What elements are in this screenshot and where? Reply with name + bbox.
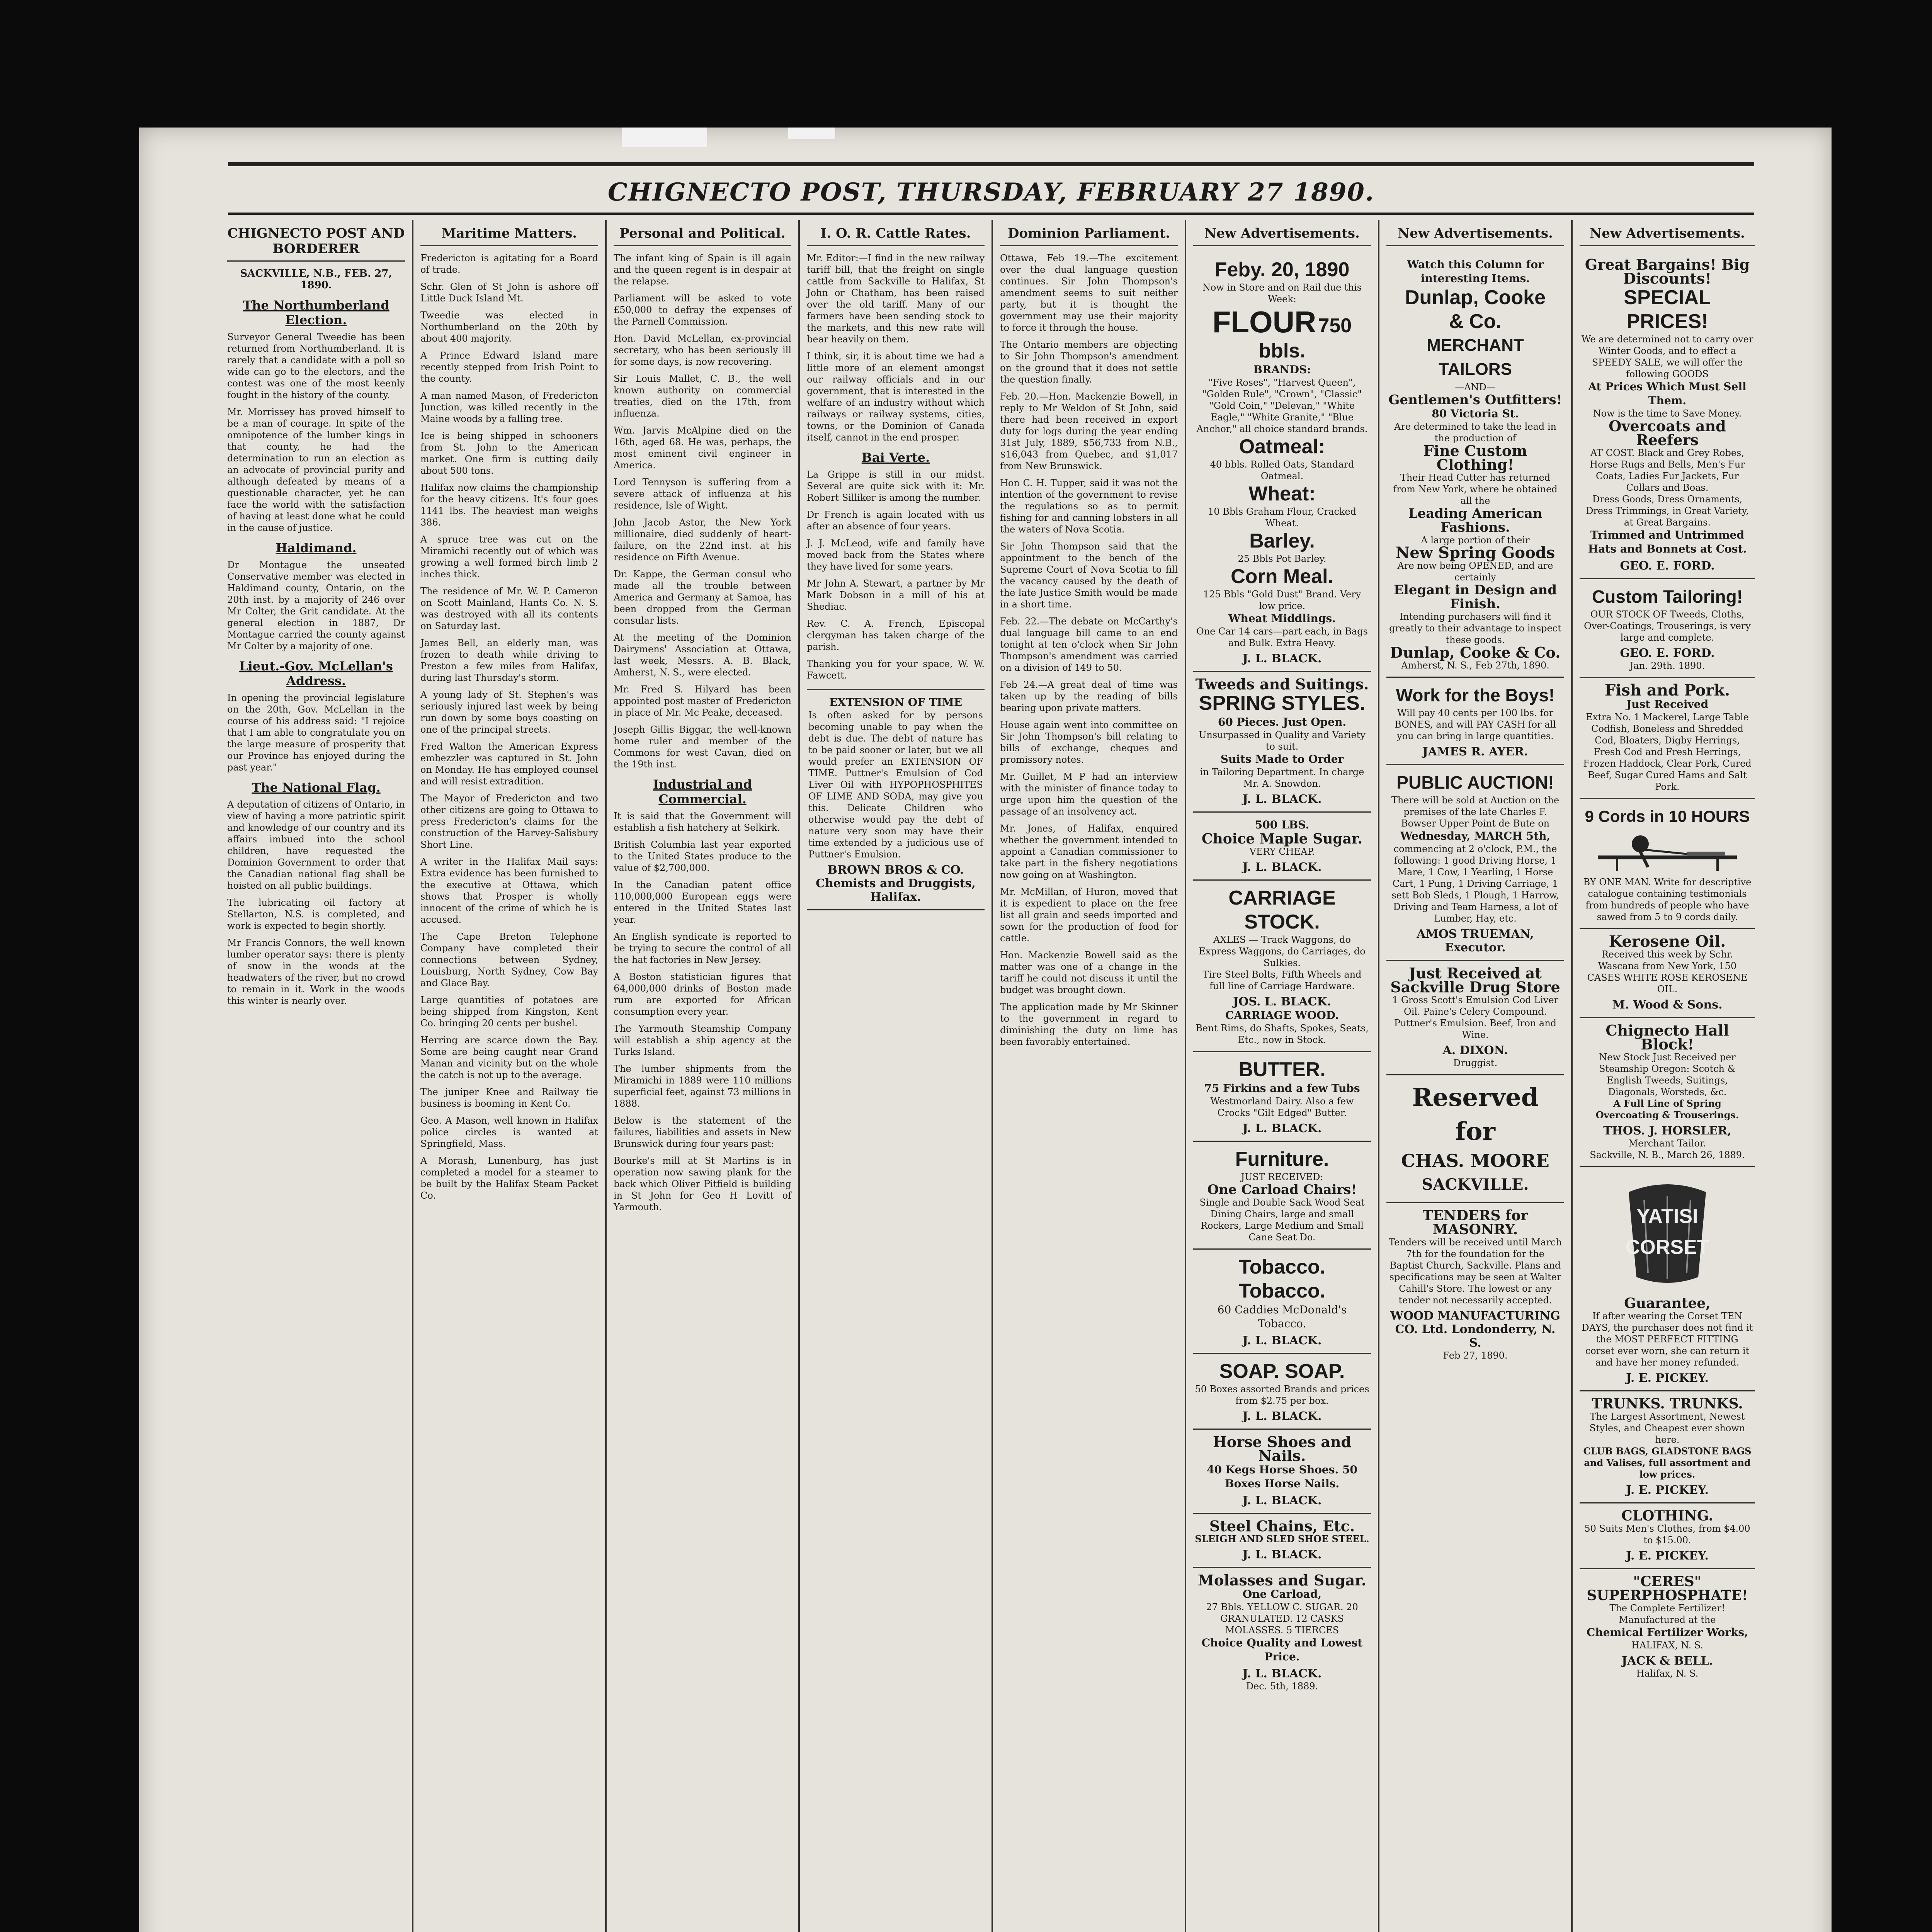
ad-signature: THOS. J. HORSLER,: [1603, 1124, 1731, 1138]
news-item: Feb. 22.—The debate on McCarthy's dual language bill came to an end tonight at ten o'clock when Sir John Thompson's amendment was carried on a division of 149 to 50.: [1000, 616, 1178, 673]
ad-tobacco: [1193, 1250, 1371, 1354]
ad-subtitle: Just Received: [1626, 698, 1709, 711]
article-paragraph: Mr Francis Connors, the well known lumber operator says: there is plenty of snow in the woods at the headwaters of the river, but no crowd to remain in it. Work in the woods this winter is nearly over.: [227, 937, 405, 1006]
column-cattle-rates: [800, 220, 993, 1932]
news-item: Bourke's mill at St Martins is in operation now sawing plank for the back which Oliver Pitfield is building in St John for Geo H Lovitt of Yarmouth.: [614, 1155, 791, 1213]
ad-body: Extra No. 1 Mackerel, Large Table Codfish, Boneless and Shredded Cod, Bloaters, Digby Herrings, Fresh Cod and Fresh Herrings, Frozen Haddock, Clear Pork, Cured Beef, Sugar Cured Hams and Salt Pork.: [1583, 712, 1752, 792]
news-item: Below is the statement of the failures, liabilities and assets in New Brunswick during four years past:: [614, 1115, 791, 1149]
news-item: In the Canadian patent office 110,000,000 European eggs were entered in the United States last year.: [614, 879, 791, 925]
ad-date: Feby. 20, 1890: [1214, 259, 1350, 281]
ad-body: A Full Line of Spring Overcoating & Trouserings.: [1595, 1098, 1739, 1121]
ad-sawing-machine: [1580, 799, 1755, 929]
masthead-title: CHIGNECTO POST, THURSDAY, FEBRUARY 27 1890.: [607, 178, 1375, 207]
ad-flour: [1193, 252, 1371, 672]
ad-body: Westmorland Dairy. Also a few Crocks "Gilt Edged" Butter.: [1210, 1096, 1354, 1118]
ad-title: TRUNKS. TRUNKS.: [1592, 1396, 1743, 1412]
ad-maple-sugar: [1193, 813, 1371, 881]
ad-kerosene-oil: [1580, 929, 1755, 1018]
article-heading: The National Flag.: [252, 780, 381, 795]
news-item: Lord Tennyson is suffering from a severe attack of influenza at his residence, Isle of Wight.: [614, 477, 791, 511]
ad-title: PUBLIC AUCTION!: [1396, 772, 1554, 793]
ad-title: BUTTER.: [1238, 1058, 1326, 1081]
ad-title: & Co.: [1449, 310, 1502, 333]
corset-brand: YATISI: [1636, 1205, 1698, 1228]
ad-subtitle: Watch this Column for interesting Items.: [1407, 258, 1544, 285]
article-paragraph: A deputation of citizens of Ontario, in view of having a more patriotic spirit and knowledge of our country and its affairs imbued into the school children, have requested the Dominion Government to order that the Canadian national flag shall be hoisted on all public buildings.: [227, 799, 405, 891]
article-paragraph: Surveyor General Tweedie has been returned from Northumberland. It is rarely that a candidate with a poll so wide can go to the electors, and the contest was one of the most keenly fought in the history of the county.: [227, 332, 405, 400]
ad-body: 25 Bbls Pot Barley.: [1238, 553, 1327, 564]
ad-title: CLOTHING.: [1621, 1508, 1713, 1524]
scan-tape-mark: [622, 128, 707, 147]
ad-title: One Carload Chairs!: [1207, 1182, 1357, 1197]
ad-body: We are determined not to carry over Winter Goods, and to effect a SPEEDY SALE, we will offer the following GOODS: [1581, 334, 1753, 379]
ad-title: Tobacco. Tobacco.: [1238, 1256, 1326, 1302]
ad-trunks: [1580, 1391, 1755, 1503]
ad-date: Feb 27, 1890.: [1443, 1350, 1508, 1361]
ad-body: Tenders will be received until March 7th for the foundation for the Baptist Church, Sackville. Plans and specifications may be seen at Walter Cahill's Store. The lowest or any tender not necessarily accepted.: [1389, 1237, 1562, 1306]
column-maritime-matters: [413, 220, 607, 1932]
article-paragraph: Dr Montague the unseated Conservative member was elected in Haldimand county, Ontario, on the 20th inst. by a majority of 246 over Mr Colter, the Grit candidate. At the general election in 1887, Dr Montague carried the county against Mr Colter by a majority of one.: [227, 560, 405, 651]
ad-body: AT COST. Black and Grey Robes, Horse Rugs and Bells, Men's Fur Coats, Ladies Fur Jackets, Fur Collars and Boas.: [1590, 447, 1745, 493]
ad-subtitle: SPRING STYLES.: [1199, 692, 1366, 714]
ad-body: Intending purchasers will find it greatly to their advantage to inspect these goods.: [1389, 611, 1561, 645]
corset-label: CORSET: [1625, 1236, 1709, 1259]
news-item: The lumber shipments from the Miramichi in 1889 were 110 millions superficial feet, against 73 millions in 1888.: [614, 1063, 791, 1109]
news-item: Schr. Glen of St John is ashore off Little Duck Island Mt.: [420, 281, 598, 304]
news-item: Feb 24.—A great deal of time was taken up by the reading of bills bearing upon private matters.: [1000, 679, 1178, 713]
ad-signature: WOOD MANUFACTURING CO. Ltd. Londonderry, N. S.: [1390, 1309, 1560, 1350]
ad-title: Elegant in Design and Finish.: [1393, 582, 1557, 612]
column-header: CHIGNECTO POST AND BORDERER: [227, 226, 405, 262]
column-personal-political: [607, 220, 800, 1932]
ad-subtitle: Merchant Tailor.: [1628, 1138, 1706, 1149]
ad-title: CARRIAGE STOCK.: [1228, 887, 1336, 933]
news-item: The residence of Mr. W. P. Cameron on Scott Mainland, Hants Co. N. S. was destroyed with all its contents on Saturday last.: [420, 586, 598, 631]
ad-signature: BROWN BROS & CO. Chemists and Druggists, Halifax.: [816, 863, 976, 904]
section-heading: Industrial and Commercial.: [653, 777, 752, 806]
ad-butter: [1193, 1052, 1371, 1142]
ad-signature: J. E. PICKEY.: [1626, 1371, 1709, 1385]
news-item: A young lady of St. Stephen's was seriously injured last week by being run down by some boys coasting on one of the principal streets.: [420, 689, 598, 735]
ad-title: CARRIAGE WOOD.: [1225, 1009, 1339, 1022]
ad-signature: M. Wood & Sons.: [1612, 998, 1723, 1012]
ad-body: Tire Steel Bolts, Fifth Wheels and full line of Carriage Hardware.: [1202, 969, 1362, 992]
ad-body: Now is the time to Save Money.: [1593, 408, 1742, 419]
news-item: The infant king of Spain is ill again and the queen regent is in despair at the relapse.: [614, 253, 791, 287]
ad-title: 9 Cords in 10 HOURS: [1585, 807, 1750, 825]
ad-title: SUPERPHOSPHATE!: [1587, 1587, 1748, 1604]
scan-tape-mark: [788, 128, 835, 139]
ad-title: Fine Custom Clothing!: [1423, 442, 1527, 473]
masthead: [228, 162, 1754, 220]
ad-signature: J. L. BLACK.: [1242, 1334, 1322, 1347]
news-item: At the meeting of the Dominion Dairymens' Association at Ottawa, last week, Messrs. A. B. Black, Amherst, N. S., were elected.: [614, 632, 791, 678]
ad-subtitle: 75 Firkins and a few Tubs: [1204, 1082, 1360, 1095]
news-item: Dr French is again located with us after an absence of four years.: [807, 509, 985, 532]
news-item: A spruce tree was cut on the Miramichi recently out of which was growing a well formed birch limb 2 inches thick.: [420, 534, 598, 580]
news-item: The Mayor of Fredericton and two other citizens are going to Ottawa to press Fredericton's claims for the construction of the Harvey-Salisbury Short Line.: [420, 793, 598, 850]
ad-body: 60 Caddies McDonald's Tobacco.: [1217, 1303, 1347, 1330]
column-advertisements-black: [1186, 220, 1379, 1932]
news-item: A man named Mason, of Fredericton Junction, was killed recently in the Maine woods by a falling tree.: [420, 390, 598, 424]
ad-title: Kerosene Oil.: [1609, 932, 1726, 951]
news-item: The Ontario members are objecting to Sir John Thompson's amendment on the ground that it does not settle the question finally.: [1000, 339, 1178, 385]
ad-body: Are determined to take the lead in the production of: [1394, 421, 1556, 444]
news-item: A Morash, Lunenburg, has just completed a model for a steamer to be built by the Halifax Steam Packet Co.: [420, 1155, 598, 1201]
ad-body: HALIFAX, N. S.: [1631, 1640, 1703, 1651]
ad-horse-shoes: [1193, 1430, 1371, 1514]
ad-body: The Complete Fertilizer! Manufactured at the: [1609, 1603, 1725, 1625]
ad-body: The Largest Assortment, Newest Styles, and Cheapest ever shown here.: [1589, 1411, 1745, 1445]
ad-body: Is often asked for by persons becoming unable to pay when the debt is due. The debt of nature has to be paid sooner or later, but we all would prefer an EXTENSION OF TIME. Puttner's Emulsion of Cod Liver Oil with HYPOPHOSPHITES OF LIME AND SODA, may give you this. Delicate Children who otherwise would pay the debt of nature very soon may have their time extended by a judicious use of Puttner's Emulsion.: [808, 710, 983, 860]
ad-molasses: [1193, 1568, 1371, 1697]
ad-signature: J. L. BLACK.: [1242, 1548, 1322, 1561]
ad-title: Choice Maple Sugar.: [1201, 831, 1363, 847]
news-item: J. J. McLeod, wife and family have moved back from the States where they have lived for some years.: [807, 538, 985, 572]
ad-body: Single and Double Sack Wood Seat Dining Chairs, large and small Rockers, Large Medium and Small Cane Seat Do.: [1199, 1197, 1365, 1243]
ad-title: MERCHANT TAILORS: [1427, 336, 1524, 379]
ad-soap: [1193, 1354, 1371, 1430]
columns: [220, 220, 1762, 1932]
ad-body: New Stock Just Received per Steamship Oregon: Scotch & English Tweeds, Suitings, Diagonals, Worsteds, &c.: [1599, 1052, 1736, 1097]
news-item: Feb. 20.—Hon. Mackenzie Bowell, in reply to Mr Weldon of St John, said there had been received in export duty for logs during the year ending 31st July, 1889, $56,733 from N.B., $16,043 from Quebec, and $1,017 from New Brunswick.: [1000, 391, 1178, 471]
column-header: New Advertisements.: [1386, 226, 1564, 246]
news-item: The application made by Mr Skinner to the government in regard to diminishing the duty on lime has been favorably entertained.: [1000, 1002, 1178, 1047]
ad-great-bargains: [1580, 252, 1755, 579]
ad-body: VERY CHEAP.: [1249, 846, 1315, 857]
ad-body: CLUB BAGS, GLADSTONE BAGS and Valises, full assortment and low prices.: [1583, 1446, 1752, 1480]
news-item: Mr. Fred S. Hilyard has been appointed post master of Fredericton in place of Mr. Mc Peake, deceased.: [614, 684, 791, 718]
ad-signature: J. L. BLACK.: [1242, 861, 1322, 874]
ad-body: Will pay 40 cents per 100 lbs. for BONES, and will PAY CASH for all you can bring in large quantities.: [1395, 707, 1556, 742]
news-item: House again went into committee on Sir John Thompson's bill relating to bills of exchange, cheques and promissory notes.: [1000, 719, 1178, 765]
ad-fish-pork: [1580, 678, 1755, 799]
ad-title: Great Bargains! Big Discounts!: [1585, 256, 1750, 287]
ad-body: commencing at 2 o'clock, P.M., the following: 1 good Driving Horse, 1 Mare, 1 Cow, 1 Yearling, 1 Horse Cart, 1 Pung, 1 Driving Carriage, 1 sett Bob Sleds, 1 Plough, 1 Harrow, Driving and Team Harness, a lot of Lumber, Hay, etc.: [1391, 844, 1559, 924]
ad-work-for-boys: [1386, 678, 1564, 765]
sawing-machine-illustration: [1586, 828, 1748, 875]
ad-drug-store: [1386, 961, 1564, 1075]
news-item: Hon. David McLellan, ex-provincial secretary, who has been seriously ill for some days, is now recovering.: [614, 333, 791, 367]
ad-dunlap-cooke: [1386, 252, 1564, 678]
news-item: A writer in the Halifax Mail says: Extra evidence has been furnished to the executive at Ottawa, which shows that Prosper is wholly innocent of the crime of which he is accused.: [420, 856, 598, 925]
ad-subtitle: BRANDS:: [1253, 363, 1311, 376]
ad-body: Are now being OPENED, and are certainly: [1397, 560, 1553, 583]
ad-clothing: [1580, 1503, 1755, 1569]
ad-ceres-superphosphate: [1580, 1569, 1755, 1685]
news-item: The juniper Knee and Railway tie business is booming in Kent Co.: [420, 1087, 598, 1109]
ad-carriage-stock: [1193, 881, 1371, 1052]
masthead-rule-bottom: [228, 213, 1754, 215]
ad-reserved-moore: [1386, 1075, 1564, 1203]
ad-body: There will be sold at Auction on the premises of the late Charles F. Bowser Upper Point de Bute on: [1391, 795, 1560, 829]
news-item: Mr John A. Stewart, a partner by Mr Mark Dobson in a mill of his at Shediac.: [807, 578, 985, 612]
ad-signature: J. L. BLACK.: [1242, 652, 1322, 665]
ad-public-auction: [1386, 765, 1564, 961]
dateline: SACKVILLE, N.B., FEB. 27, 1890.: [240, 268, 392, 291]
ad-subtitle: JUST RECEIVED:: [1241, 1172, 1323, 1182]
news-item: The Yarmouth Steamship Company will establish a ship agency at the Turks Island.: [614, 1023, 791, 1057]
ad-signature: GEO. E. FORD.: [1620, 646, 1715, 660]
ad-signature: AMOS TRUEMAN, Executor.: [1417, 927, 1534, 954]
news-item: Sir Louis Mallet, C. B., the well known authority on commercial treaties, died on the 17th, from influenza.: [614, 373, 791, 419]
ad-signature: J. E. PICKEY.: [1626, 1483, 1709, 1497]
column-header: New Advertisements.: [1193, 226, 1371, 246]
ad-title: CHAS. MOORE: [1401, 1150, 1549, 1171]
ad-body: —AND—: [1455, 382, 1496, 393]
ad-steel-chains: [1193, 1514, 1371, 1568]
ad-signature: J. L. BLACK.: [1242, 1494, 1322, 1507]
ad-signature: J. L. BLACK.: [1242, 1410, 1322, 1423]
column-header: Maritime Matters.: [420, 226, 598, 246]
ad-title: SPECIAL PRICES!: [1624, 286, 1711, 333]
ad-title: Furniture.: [1235, 1148, 1329, 1170]
news-item: Hon C. H. Tupper, said it was not the intention of the government to revise the regulations so as to permit fishing for and canning lobsters in all the waters of Nova Scotia.: [1000, 478, 1178, 535]
news-item: A Prince Edward Island mare recently stepped from Irish Point to the county.: [420, 350, 598, 384]
ad-body: OUR STOCK OF Tweeds, Cloths, Over-Coatings, Trouserings, is very large and complete.: [1584, 609, 1751, 643]
ad-title: TENDERS for MASONRY.: [1422, 1208, 1528, 1238]
ad-chignecto-hall: [1580, 1018, 1755, 1167]
ad-custom-tailoring: [1580, 579, 1755, 678]
ad-title: Fish and Pork.: [1604, 681, 1730, 699]
news-item: Thanking you for your space, W. W. Fawcett.: [807, 658, 985, 681]
article-paragraph: The lubricating oil factory at Stellarton, N.S. is completed, and work is expected to begin shortly.: [227, 897, 405, 931]
ad-signature: J. E. PICKEY.: [1626, 1549, 1709, 1563]
letter-paragraph: I think, sir, it is about time we had a little more of an element amongst our railway officials and in our government, that is interested in the welfare of an industry without which railways or railway systems, cities, towns, or the Dominion of Canada itself, cannot in the end prosper.: [807, 351, 985, 443]
news-item: Fredericton is agitating for a Board of trade.: [420, 253, 598, 275]
ad-extension-of-time: [807, 689, 985, 910]
ad-title: Work for the Boys!: [1396, 685, 1555, 705]
ad-title: 60 Pieces. Just Open.: [1218, 716, 1347, 728]
ad-title: Tweeds and Suitings.: [1195, 675, 1369, 693]
ad-body: 10 Bbls Graham Flour, Cracked Wheat.: [1208, 506, 1356, 529]
ad-body: BY ONE MAN. Write for descriptive catalogue containing testimonials from hundreds of people who have sawed from 5 to 9 cords daily.: [1583, 877, 1752, 922]
ad-tweeds: [1193, 672, 1371, 813]
article-heading: Lieut.-Gov. McLellan's Address.: [239, 659, 393, 688]
ad-signature: Dunlap, Cooke & Co.: [1390, 644, 1561, 661]
ad-title: Custom Tailoring!: [1592, 587, 1743, 607]
news-item: Halifax now claims the championship for the heavy citizens. It's four goes 1141 lbs. The heaviest man weighs 386.: [420, 482, 598, 528]
ad-signature: J. L. BLACK.: [1242, 793, 1322, 806]
news-item: Large quantities of potatoes are being shipped from Kingston, Kent Co. bringing 20 cents per bushel.: [420, 995, 598, 1029]
ad-title: Molasses and Sugar.: [1197, 1571, 1367, 1589]
news-item: Herring are scarce down the Bay. Some are being caught near Grand Manan and vicinity but on the whole the catch is not up to the average.: [420, 1035, 598, 1080]
ad-tenders-masonry: [1386, 1203, 1564, 1367]
news-item: John Jacob Astor, the New York millionaire, died suddenly of heart-failure, on the 22nd inst. at his residence on Fifth Avenue.: [614, 517, 791, 563]
ad-body: AXLES — Track Waggons, do Express Waggons, do Carriages, do Sulkies.: [1199, 934, 1366, 968]
corset-icon: [1602, 1177, 1733, 1293]
ad-body: 40 Kegs Horse Shoes. 50 Boxes Horse Nails.: [1207, 1463, 1357, 1490]
ad-title: SOAP. SOAP.: [1219, 1360, 1345, 1383]
ad-body: "Five Roses", "Harvest Queen", "Golden Rule", "Crown", "Classic": [1202, 377, 1362, 400]
ad-body: 1 Gross Scott's Emulsion Cod Liver Oil. Paine's Celery Compound. Puttner's Emulsion. Beef, Iron and Wine.: [1392, 995, 1558, 1040]
ad-subtitle: Now in Store and on Rail due this Week:: [1202, 282, 1362, 304]
news-item: La Grippe is still in our midst. Several are quite sick with it: Mr. Robert Silliker is among the number.: [807, 469, 985, 503]
news-item: Wm. Jarvis McAlpine died on the 16th, aged 68. He was, perhaps, the most eminent civil engineer in America.: [614, 425, 791, 471]
news-item: Fred Walton the American Express embezzler was captured in St. John on Monday. He has employed counsel and will resist extradition.: [420, 741, 598, 787]
ad-body: in Tailoring Department. In charge Mr. A. Snowdon.: [1200, 767, 1364, 789]
news-item: Rev. C. A. French, Episcopal clergyman has taken charge of the parish.: [807, 618, 985, 652]
ad-quantity: 500 LBS.: [1255, 818, 1310, 831]
letter-paragraph: Mr. Editor:—I find in the new railway tariff bill, that the freight on single cattle from Sackville to Halifax, St John or Chatham, has been raised over the old tariff. Many of our farmers have been sending stock to the markets, and this new rate will bear heavily on them.: [807, 253, 985, 345]
ad-body: Dress Goods, Dress Ornaments, Dress Trimmings, in Great Variety, at Great Bargains.: [1586, 494, 1749, 528]
news-item: Tweedie was elected in Northumberland on the 20th by about 400 majority.: [420, 310, 598, 344]
ad-body: 50 Suits Men's Clothes, from $4.00 to $15.00.: [1584, 1523, 1750, 1546]
ad-body: If after wearing the Corset TEN DAYS, the purchaser does not find it the MOST PERFECT FITTING corset ever worn, she can return it and have her money refunded.: [1582, 1311, 1753, 1368]
ad-body: One Car 14 cars—part each, in Bags and Bulk. Extra Heavy.: [1196, 626, 1368, 648]
news-item: British Columbia last year exported to the United States produce to the value of $2,700,000.: [614, 839, 791, 873]
ad-signature: JOS. L. BLACK.: [1233, 995, 1331, 1009]
ad-subtitle: Trimmed and Untrimmed Hats and Bonnets at Cost.: [1588, 529, 1747, 555]
ad-subtitle: Druggist.: [1453, 1058, 1498, 1068]
ad-body: Bent Rims, do Shafts, Spokes, Seats, Etc., now in Stock.: [1196, 1023, 1369, 1045]
article-paragraph: In opening the provincial legislature on the 20th, Gov. McLellan in the course of his address said: "I rejoice that I am able to congratulate you on the large measure of prosperity that our Province has enjoyed during the past year.": [227, 692, 405, 773]
ad-body: 50 Boxes assorted Brands and prices from $2.75 per box.: [1195, 1384, 1369, 1406]
column-header: I. O. R. Cattle Rates.: [807, 226, 985, 246]
ad-title: Suits Made to Order: [1220, 753, 1344, 765]
ad-subtitle: One Carload,: [1242, 1588, 1322, 1600]
ad-title: Corn Meal.: [1231, 565, 1333, 588]
ad-body: "Gold Coin," "Delevan," "White Eagle," "White Granite," "Blue Anchor," all choice standard brands.: [1196, 400, 1368, 434]
column-header: Dominion Parliament.: [1000, 226, 1178, 246]
ad-title: "CERES": [1633, 1573, 1702, 1590]
ad-furniture: [1193, 1142, 1371, 1250]
news-item: Mr. Jones, of Halifax, enquired whether the government intended to appoint a Canadian commissioner to take part in the fishery negotiations now going on at Washington.: [1000, 823, 1178, 880]
news-item: Dr. Kappe, the German consul who made all the trouble between America and Germany at Samoa, has been dropped from the German consular lists.: [614, 569, 791, 626]
ad-date: Dec. 5th, 1889.: [1246, 1681, 1318, 1692]
ad-title: Barley.: [1249, 530, 1315, 552]
ad-quantity: 750 bbls.: [1259, 315, 1352, 362]
news-item: Joseph Gillis Biggar, the well-known home ruler and member of the Commons for west Cavan, died on the 19th inst.: [614, 724, 791, 770]
ad-body: A large portion of their: [1421, 535, 1530, 546]
ad-subtitle: SACKVILLE.: [1422, 1175, 1529, 1194]
news-item: James Bell, an elderly man, was frozen to death while driving to Preston a few miles from Halifax, during last Thursday's storm.: [420, 638, 598, 683]
news-item: Parliament will be asked to vote £50,000 to defray the expenses of the Parnell Commission.: [614, 293, 791, 327]
newspaper-page: [139, 128, 1832, 1932]
ad-title: Steel Chains, Etc.: [1209, 1517, 1355, 1535]
ad-date: Sackville, N. B., March 26, 1889.: [1590, 1150, 1745, 1160]
article-heading: Haldimand.: [276, 541, 357, 555]
ad-title: Gentlemen's Outfitters!: [1388, 392, 1562, 408]
ad-date: Jan. 29th. 1890.: [1629, 660, 1705, 671]
column-advertisements-dunlap: [1379, 220, 1573, 1932]
ad-body: 125 Bbls "Gold Dust" Brand. Very low price.: [1203, 589, 1361, 611]
ad-body: SLEIGH AND SLED SHOE STEEL.: [1195, 1533, 1369, 1544]
masthead-rule-top: [228, 162, 1754, 166]
news-item: It is said that the Government will establish a fish hatchery at Selkirk.: [614, 811, 791, 833]
ad-yatisi-corset: [1580, 1167, 1755, 1391]
ad-title: Overcoats and Reefers: [1609, 417, 1726, 449]
corset-illustration: [1602, 1177, 1733, 1293]
ad-title: Horse Shoes and Nails.: [1213, 1433, 1352, 1464]
ad-signature: JAMES R. AYER.: [1422, 745, 1528, 759]
ad-subtitle: Halifax, N. S.: [1636, 1668, 1699, 1679]
ad-title: Guarantee,: [1624, 1295, 1711, 1311]
ad-title: Reserved for: [1412, 1083, 1539, 1146]
ad-title: Wheat Middlings.: [1228, 612, 1336, 625]
section-heading: Bai Verte.: [861, 450, 930, 465]
ad-body: Received this week by Schr. Wascana from New York, 150 CASES WHITE ROSE KEROSENE OIL.: [1587, 949, 1748, 995]
ad-signature: J. L. BLACK.: [1242, 1667, 1322, 1680]
column-advertisements-ford: [1573, 220, 1762, 1932]
news-item: Sir John Thompson said that the appointment to the bench of the Supreme Court of Nova Scotia to fill the vacancy caused by the death of the late Justice Smith would be made in a short time.: [1000, 541, 1178, 610]
ad-title: Chignecto Hall Block!: [1605, 1022, 1729, 1053]
ad-body: Unsurpassed in Quality and Variety to suit.: [1199, 730, 1366, 752]
ad-date: Wednesday, MARCH 5th,: [1400, 830, 1551, 842]
ad-address: 80 Victoria St.: [1432, 407, 1519, 420]
ad-title: EXTENSION OF TIME: [829, 696, 963, 709]
column-dominion-parliament: [993, 220, 1186, 1932]
column-header: Personal and Political.: [614, 226, 791, 246]
news-item: Ottawa, Feb 19.—The excitement over the dual language question continues. Sir John Thompson's amendment seems to suit neither party, but it is thought the government may use their majority to force it through the house.: [1000, 253, 1178, 333]
ad-body: Their Head Cutter has returned from New York, where he obtained all the: [1393, 472, 1558, 506]
news-item: A Boston statistician figures that 64,000,000 drinks of Boston made rum are exported for African consumption every year.: [614, 971, 791, 1017]
column-header: New Advertisements.: [1580, 226, 1755, 246]
ad-title: New Spring Goods: [1395, 544, 1555, 562]
ad-title: Leading American Fashions.: [1408, 506, 1543, 535]
news-item: An English syndicate is reported to be trying to secure the control of all the hat factories in New Jersey.: [614, 931, 791, 965]
ad-title: Oatmeal:: [1239, 435, 1325, 458]
article-heading: The Northumberland Election.: [243, 298, 389, 327]
ad-signature: JACK & BELL.: [1621, 1654, 1713, 1668]
column-editorial: [220, 220, 413, 1932]
ad-title: Dunlap, Cooke: [1405, 286, 1546, 309]
news-item: Ice is being shipped in schooners from St. John to the American market. One firm is cutting daily about 500 tons.: [420, 430, 598, 476]
ad-date: Amherst, N. S., Feb 27th, 1890.: [1401, 660, 1549, 671]
news-item: Mr. McMillan, of Huron, moved that it is expedient to place on the free list all grain and seeds imported and sown for the production of food for cattle.: [1000, 886, 1178, 944]
ad-subtitle: At Prices Which Must Sell Them.: [1588, 380, 1747, 407]
ad-subtitle: Chemical Fertilizer Works,: [1587, 1626, 1748, 1639]
news-item: The Cape Breton Telephone Company have completed their connections between Sydney, Louisburg, North Sydney, Cow Bay and Glace Bay.: [420, 931, 598, 988]
news-item: Hon. Mackenzie Bowell said as the matter was one of a change in the tariff he could not discuss it until the budget was brought down.: [1000, 950, 1178, 995]
article-paragraph: Mr. Morrissey has proved himself to be a man of courage. In spite of the omnipotence of the lumber kings in that county, he had the determination to run an election as an advocate of provincial purity and although defeated by means of a questionable character, yet he can face the world with the satisfaction of having at least done what he could in the cause of justice.: [227, 406, 405, 533]
ad-signature: A. DIXON.: [1442, 1044, 1508, 1057]
ad-title: FLOUR: [1212, 305, 1316, 339]
ad-title: Just Received at Sackville Drug Store: [1390, 964, 1560, 996]
ad-signature: GEO. E. FORD.: [1620, 559, 1715, 573]
ad-title: Wheat:: [1248, 483, 1316, 505]
news-item: Mr. Guillet, M P had an interview with the minister of finance today to urge upon him the question of the passage of an insolvency act.: [1000, 771, 1178, 817]
ad-body: Choice Quality and Lowest Price.: [1201, 1636, 1363, 1663]
ad-body: 27 Bbls. YELLOW C. SUGAR. 20 GRANULATED. 12 CASKS MOLASSES. 5 TIERCES: [1206, 1602, 1358, 1636]
news-item: Geo. A Mason, well known in Halifax police circles is wanted at Springfield, Mass.: [420, 1115, 598, 1149]
ad-signature: J. L. BLACK.: [1242, 1122, 1322, 1135]
ad-body: 40 bbls. Rolled Oats, Standard Oatmeal.: [1210, 459, 1354, 481]
